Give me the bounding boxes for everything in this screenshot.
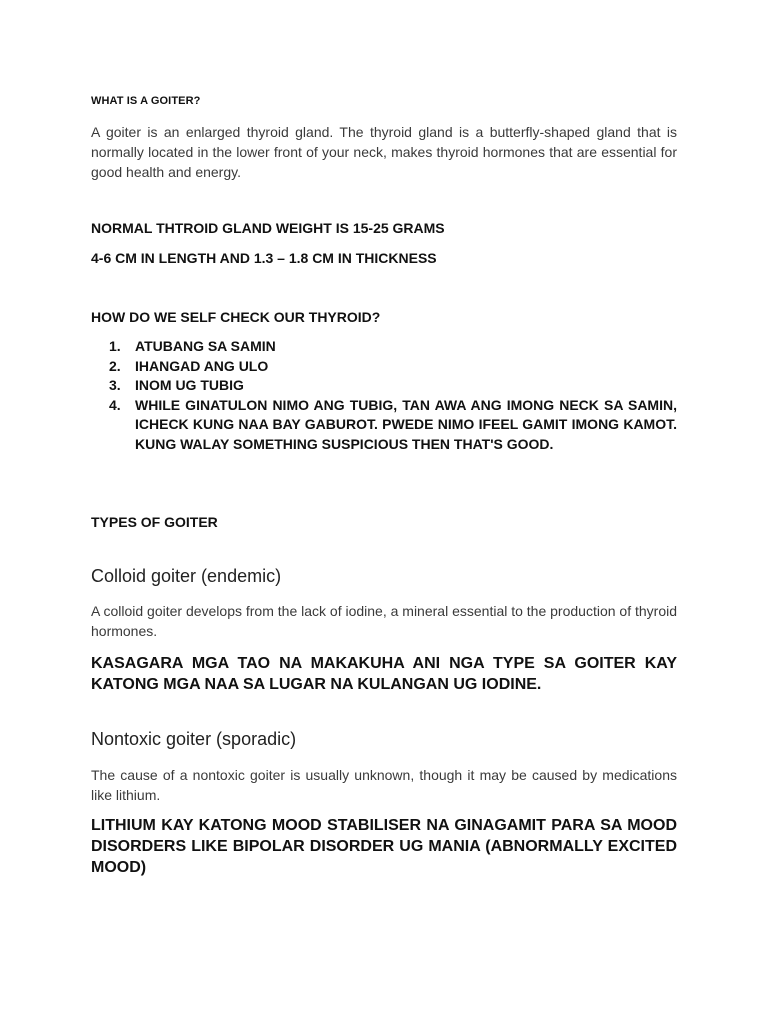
self-check-steps-list <box>91 337 677 454</box>
fact-size: 4-6 CM IN LENGTH AND 1.3 – 1.8 CM IN THICKNESS <box>91 250 437 266</box>
step-number: 4. <box>109 396 121 413</box>
step-number: 1. <box>109 338 121 354</box>
main-heading: WHAT IS A GOITER? <box>91 95 201 107</box>
list-item <box>91 396 677 455</box>
colloid-description: A colloid goiter develops from the lack of iodine, a mineral essential to the production of thyroid hormones. <box>91 603 677 639</box>
nontoxic-description: The cause of a nontoxic goiter is usually unknown, though it may be caused by medications like lithium. <box>91 767 677 803</box>
step-number: 2. <box>109 357 121 374</box>
self-check-heading: HOW DO WE SELF CHECK OUR THYROID? <box>91 309 381 325</box>
colloid-title: Colloid goiter (endemic) <box>91 566 282 586</box>
step-text: ATUBANG SA SAMIN <box>135 338 276 354</box>
step-text: WHILE GINATULON NIMO ANG TUBIG, TAN AWA ANG IMONG NECK SA SAMIN, ICHECK KUNG NAA BAY GABUROT. PWEDE NIMO IFEEL GAMIT IMONG KAMOT. KUNG WALAY SOMETHING SUSPICIOUS THEN THAT'S GOOD. <box>135 396 677 452</box>
step-text: IHANGAD ANG ULO <box>135 357 269 374</box>
fact-weight: NORMAL THTROID GLAND WEIGHT IS 15-25 GRAMS <box>91 220 445 236</box>
types-heading: TYPES OF GOITER <box>91 514 218 530</box>
step-number: 3. <box>109 377 121 393</box>
intro-paragraph: A goiter is an enlarged thyroid gland. The thyroid gland is a butterfly-shaped gland that is normally located in the lower front of your neck, makes thyroid hormones that are essential for good health and energy. <box>91 124 677 180</box>
list-item <box>91 337 677 357</box>
list-item <box>91 357 677 377</box>
step-text: INOM UG TUBIG <box>135 377 244 393</box>
list-item <box>91 376 677 396</box>
nontoxic-title: Nontoxic goiter (sporadic) <box>91 729 297 749</box>
colloid-note: KASAGARA MGA TAO NA MAKAKUHA ANI NGA TYPE SA GOITER KAY KATONG MGA NAA SA LUGAR NA KULANGAN UG IODINE. <box>91 655 677 693</box>
nontoxic-note: LITHIUM KAY KATONG MOOD STABILISER NA GINAGAMIT PARA SA MOOD DISORDERS LIKE BIPOLAR DISORDER UG MANIA (ABNORMALLY EXCITED MOOD) <box>91 817 677 876</box>
